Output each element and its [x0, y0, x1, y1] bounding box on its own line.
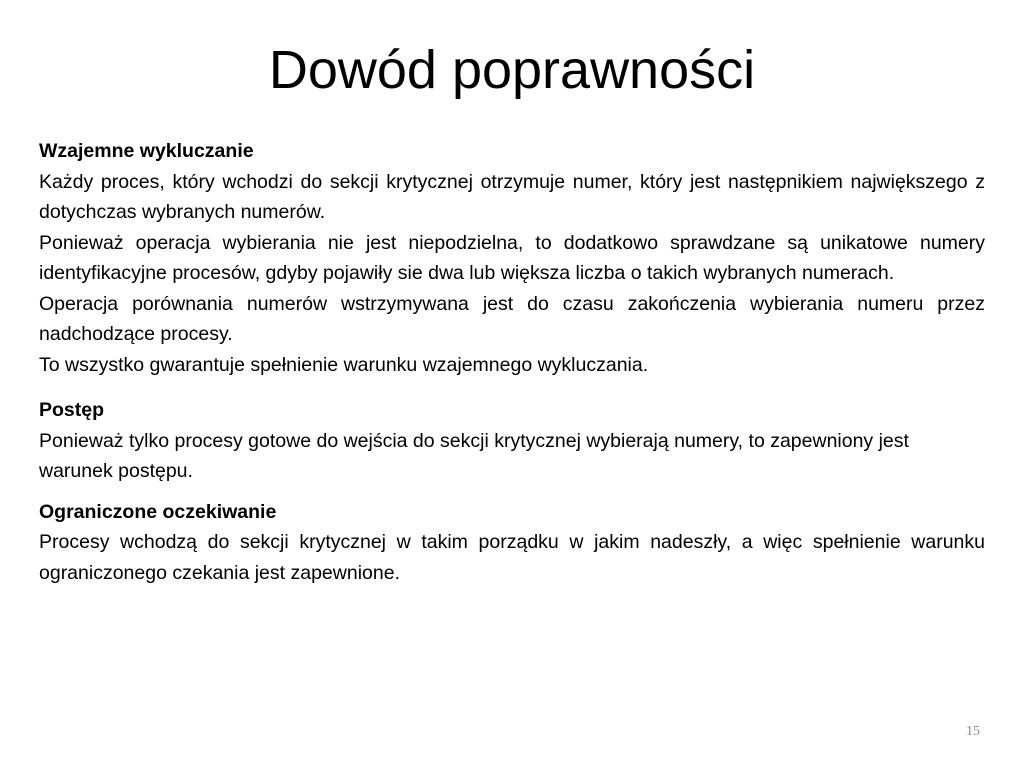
- section-bounded-waiting: [39, 497, 985, 589]
- section-heading: Postęp: [39, 399, 105, 421]
- paragraph: To wszystko gwarantuje spełnienie warunku wzajemnego wykluczania.: [39, 353, 649, 376]
- paragraph: Procesy wchodzą do sekcji krytycznej w takim porządku w jakim nadeszły, a więc spełnienie warunku ograniczonego czekania jest zapewnione.: [39, 531, 985, 584]
- paragraph: Operacja porównania numerów wstrzymywana jest do czasu zakończenia wybierania numeru przez nadchodzące procesy.: [39, 292, 985, 345]
- page-number: 15: [966, 724, 980, 739]
- section-spacer: [39, 487, 985, 497]
- section-progress: [39, 395, 985, 487]
- section-heading: Wzajemne wykluczanie: [39, 140, 254, 162]
- section-spacer: [39, 380, 985, 395]
- slide-title: Dowód poprawności: [268, 40, 756, 100]
- slide-body: [39, 136, 985, 588]
- section-mutual-exclusion: [39, 136, 985, 380]
- paragraph: Każdy proces, który wchodzi do sekcji krytycznej otrzymuje numer, który jest następnikiem największego z dotychczas wybranych numerów.: [39, 170, 985, 223]
- paragraph: Ponieważ tylko procesy gotowe do wejścia do sekcji krytycznej wybierają numery, to zapewniony jest warunek postępu.: [39, 429, 909, 482]
- section-heading: Ograniczone oczekiwanie: [39, 500, 277, 523]
- paragraph: Ponieważ operacja wybierania nie jest niepodzielna, to dodatkowo sprawdzane są unikatowe numery identyfikacyjne procesów, gdyby pojawiły sie dwa lub większa liczba o takich wybranych numerach.: [39, 231, 985, 284]
